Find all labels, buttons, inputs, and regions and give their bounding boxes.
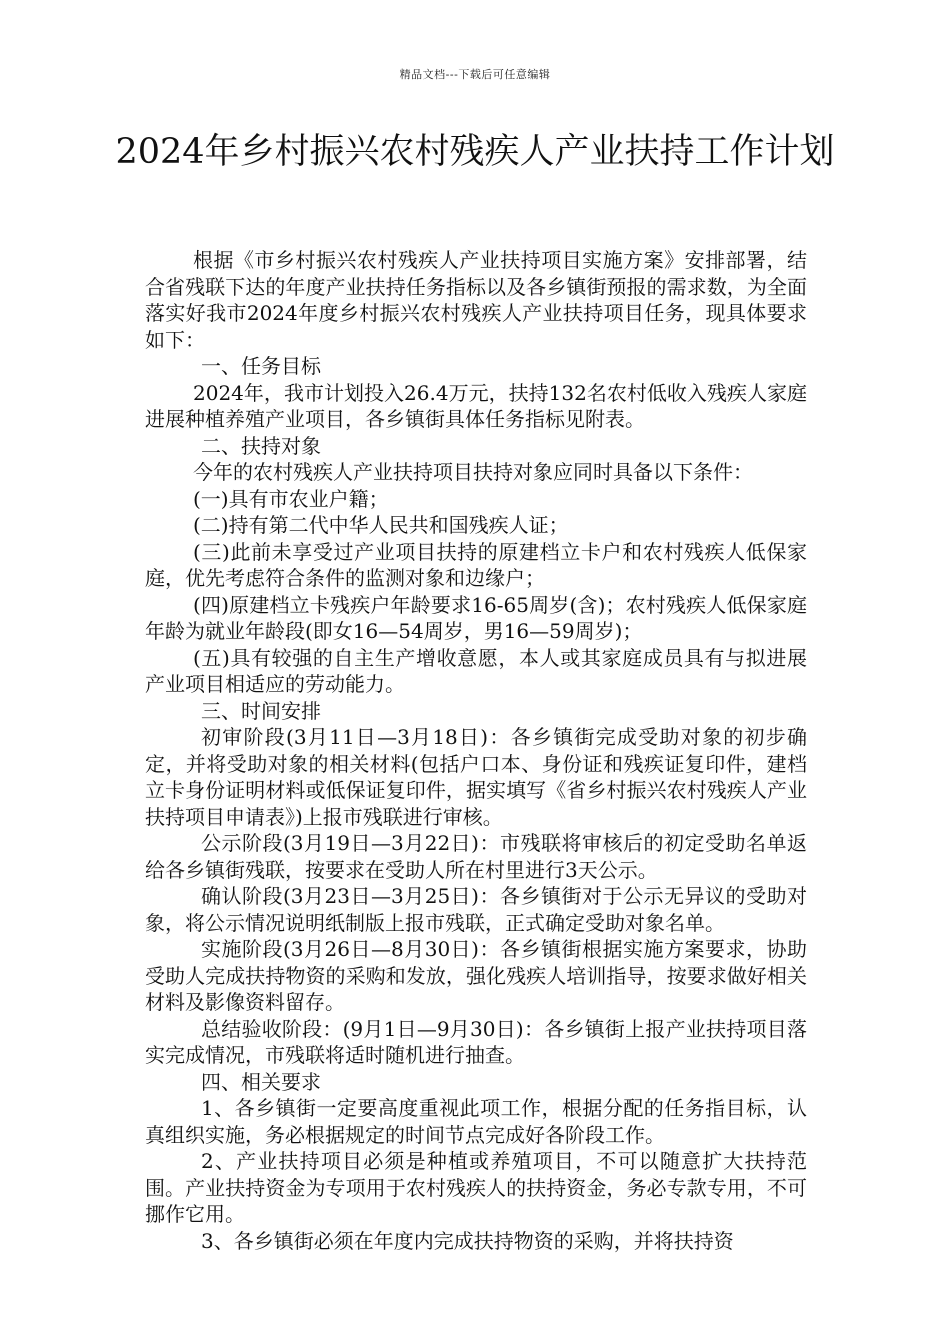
document-body: [145, 247, 807, 1254]
condition-item: (三)此前未享受过产业项目扶持的原建档立卡户和农村残疾人低保家庭，优先考虑符合条件的监测对象和边缘户；: [145, 539, 807, 590]
schedule-item: 初审阶段(3月11日—3月18日)：各乡镇街完成受助对象的初步确定，并将受助对象的相关材料(包括户口本、身份证和残疾证复印件，建档立卡身份证明材料或低保证复印件，据实填写《省乡村振兴农村残疾人产业扶持项目申请表》)上报市残联进行审核。: [145, 725, 807, 829]
goals-paragraph: 2024年，我市计划投入26.4万元，扶持132名农村低收入残疾人家庭进展种植养殖产业项目，各乡镇街具体任务指标见附表。: [145, 380, 807, 431]
header-note: 精品文档---下载后可任意编辑: [399, 68, 551, 81]
intro-paragraph: 根据《市乡村振兴农村残疾人产业扶持项目实施方案》安排部署，结合省残联下达的年度产业扶持任务指标以及各乡镇街预报的需求数，为全面落实好我市2024年度乡村振兴农村残疾人产业扶持项目任务，现具体要求如下：: [145, 248, 807, 352]
condition-item: (二)持有第二代中华人民共和国残疾人证；: [193, 513, 569, 537]
condition-item: (四)原建档立卡残疾户年龄要求16-65周岁(含)；农村残疾人低保家庭年龄为就业年龄段(即女16—54周岁，男16—59周岁)；: [145, 592, 807, 643]
targets-intro: 今年的农村残疾人产业扶持项目扶持对象应同时具备以下条件：: [193, 460, 753, 484]
section-heading-targets: 二、扶持对象: [201, 433, 321, 458]
requirement-item: 1、各乡镇街一定要高度重视此项工作，根据分配的任务指目标，认真组织实施，务必根据规定的时间节点完成好各阶段工作。: [145, 1096, 807, 1147]
requirement-item: 2、产业扶持项目必须是种植或养殖项目，不可以随意扩大扶持范围。产业扶持资金为专项用于农村残疾人的扶持资金，务必专款专用，不可挪作它用。: [145, 1149, 807, 1226]
section-heading-goals: 一、任务目标: [201, 354, 321, 378]
document-title: 2024年乡村振兴农村残疾人产业扶持工作计划: [115, 132, 835, 172]
schedule-item: 总结验收阶段：(9月1日—9月30日)：各乡镇街上报产业扶持项目落实完成情况，市残联将适时随机进行抽查。: [145, 1016, 807, 1067]
condition-item: (五)具有较强的自主生产增收意愿，本人或其家庭成员具有与拟进展产业项目相适应的劳动能力。: [145, 645, 807, 696]
requirement-item: 3、各乡镇街必须在年度内完成扶持物资的采购，并将扶持资: [201, 1228, 734, 1253]
condition-item: (一)具有市农业户籍；: [193, 486, 389, 511]
schedule-item: 公示阶段(3月19日—3月22日)：市残联将审核后的初定受助名单返给各乡镇街残联，按要求在受助人所在村里进行3天公示。: [145, 831, 807, 882]
schedule-item: 确认阶段(3月23日—3月25日)：各乡镇街对于公示无异议的受助对象，将公示情况说明纸制版上报市残联，正式确定受助对象名单。: [145, 884, 807, 935]
schedule-item: 实施阶段(3月26日—8月30日)：各乡镇街根据实施方案要求，协助受助人完成扶持物资的采购和发放，强化残疾人培训指导，按要求做好相关材料及影像资料留存。: [145, 937, 807, 1014]
section-heading-requirements: 四、相关要求: [201, 1069, 321, 1094]
section-heading-schedule: 三、时间安排: [201, 698, 321, 723]
